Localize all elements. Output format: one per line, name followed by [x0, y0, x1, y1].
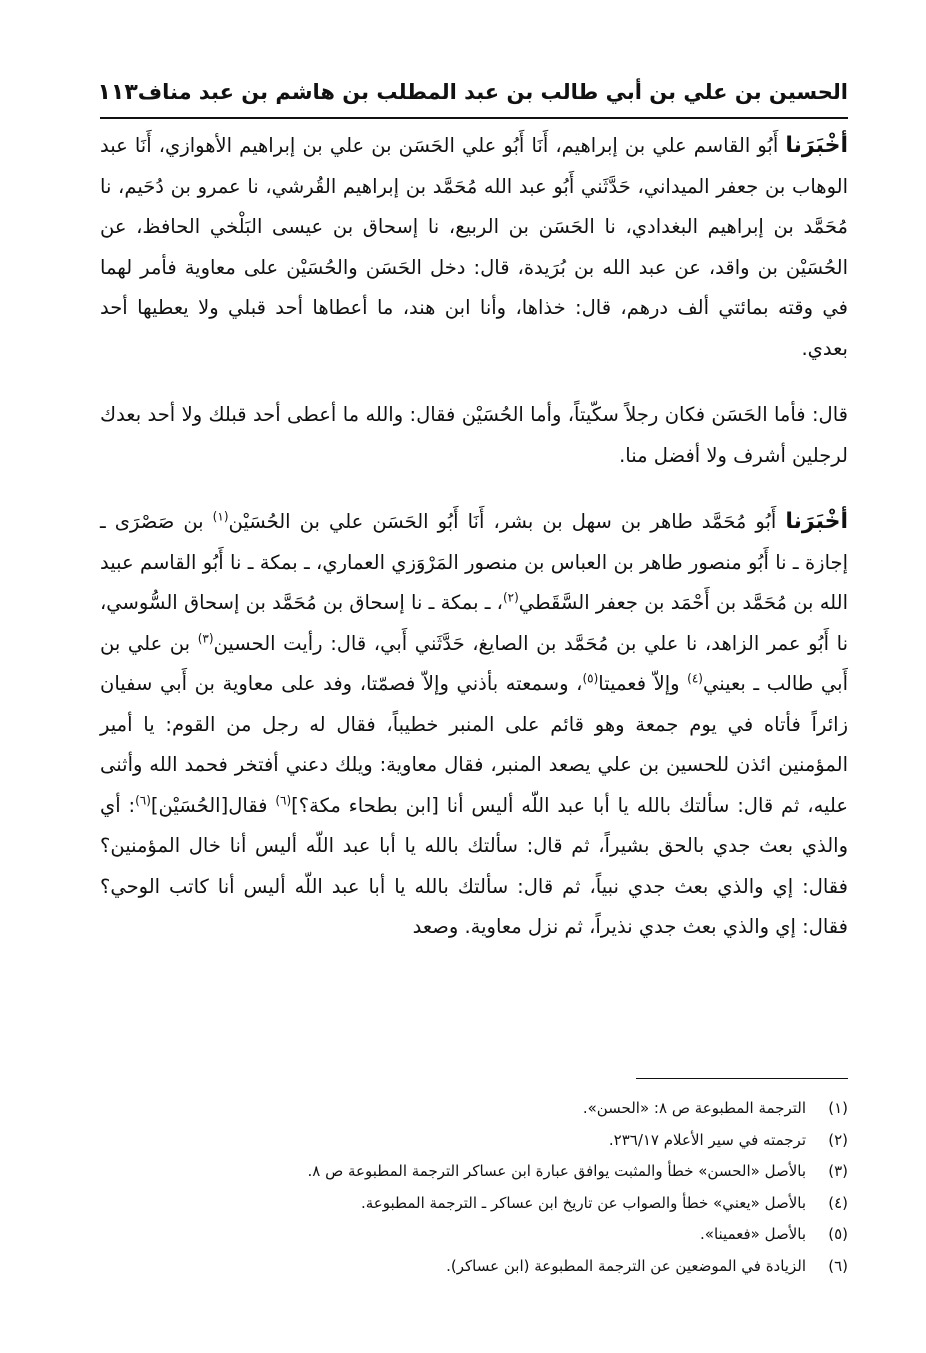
- footnote-ref[interactable]: (١): [212, 509, 229, 524]
- paragraph-gap: [100, 476, 848, 502]
- paragraph-lead: أخْبَرَنا: [785, 509, 848, 534]
- page-number: ١١٣: [97, 79, 138, 105]
- paragraph-text: فقال[الحُسَيْن]: [150, 793, 276, 817]
- paragraph-gap: [100, 369, 848, 395]
- paragraph-lead: أخْبَرَنا: [785, 133, 848, 158]
- footnote-item: [100, 1219, 848, 1251]
- main-text: [100, 126, 848, 948]
- paragraph-2: [100, 395, 848, 476]
- footnote-item: [100, 1125, 848, 1157]
- paragraph-text: ، ـ بمكة ـ نا إسحاق بن مُحَمَّد بن إسحاق السُّوسي، نا أَبُو عمر الزاهد، نا علي بن مُحَمَّد بن الصايغ، حَدَّثَني أَبي، قال: رأيت الحسين: [100, 591, 849, 655]
- footnote-number: (٢): [828, 1130, 848, 1149]
- footnote-item: [100, 1156, 848, 1188]
- footnote-ref[interactable]: (٣): [197, 631, 214, 645]
- footnote-text: بالأصل «يعني» خطأ والصواب عن تاريخ ابن عساكر ـ الترجمة المطبوعة.: [360, 1193, 806, 1212]
- paragraph-text: بن علي بن أَبي طالب ـ بعيني: [100, 631, 848, 695]
- footnote-text: ترجمته في سير الأعلام ٢٣٦/١٧.: [608, 1130, 806, 1149]
- footnote-rule: [636, 1078, 848, 1079]
- footnote-number: (١): [828, 1099, 848, 1117]
- footnote-item: [100, 1251, 848, 1283]
- footnote-number: (٣): [828, 1162, 848, 1180]
- footnote-ref[interactable]: (٦): [135, 793, 151, 807]
- footnote-text: بالأصل «الحسن» خطأ والمثبت يوافق عبارة ابن عساكر الترجمة المطبوعة ص ٨.: [307, 1162, 806, 1180]
- paragraph-text: أَبُو القاسم علي بن إبراهيم، أَنَا أَبُو علي الحَسَن بن علي بن إبراهيم الأهوازي، أَنَا عبد الوهاب بن جعفر الميداني، حَدَّثَني أَبُو عبد الله مُحَمَّد بن إبراهيم القُرشي، نا عمرو بن دُحَيم، نا مُحَمَّد بن إبراهيم البغدادي، نا الحَسَن بن الربيع، نا إسحاق بن عيسى البَلْخي الحافظ، عن الحُسَيْن بن واقد، عن عبد الله بن بُرَيدة، قال: دخل الحَسَن والحُسَيْن على معاوية فأمر لهما في وقته بمائتي ألف درهم، قال: خذاها، وأنا ابن هند، ما أعطاها أحد قبلي ولا يعطيها أحد بعدي.: [100, 134, 848, 360]
- header-rule: [100, 117, 848, 119]
- paragraph-text: : أي والذي بعث جدي بالحق بشيراً، ثم قال: سألتك بالله يا أبا عبد اللّه أليس أنا خال المؤمنين؟ فقال: إي والذي بعث جدي نبياً، ثم قال: سألتك بالله يا أبا عبد اللّه أليس أنا كاتب الوحي؟ فقال: إي والذي بعث جدي نذيراً، ثم نزل معاوية. وصعد: [100, 793, 848, 938]
- footnote-text: الترجمة المطبوعة ص ٨: «الحسن».: [582, 1099, 806, 1117]
- paragraph-text: بن صَصْرَى ـ إجازة ـ نا أَبُو منصور طاهر بن العباس بن منصور المَرْوَزي العماري، ـ بمكة ـ نا أَبُو القاسم عبيد الله بن مُحَمَّد بن أَحْمَد بن جعفر السَّقَطي: [100, 510, 848, 614]
- footnote-number: (٥): [828, 1225, 848, 1243]
- footnote-ref[interactable]: (٦): [275, 793, 292, 807]
- footnote-text: بالأصل «فعمينا».: [700, 1225, 806, 1243]
- footnote-ref[interactable]: (٢): [502, 590, 519, 605]
- paragraph-1: [100, 126, 848, 369]
- footnote-ref[interactable]: (٤): [687, 671, 703, 686]
- footnote-item: [100, 1093, 848, 1125]
- footnote-text: الزيادة في الموضعين عن الترجمة المطبوعة (ابن عساكر).: [446, 1256, 806, 1275]
- footnote-number: (٤): [828, 1193, 848, 1212]
- footnote-number: (٦): [828, 1256, 848, 1275]
- footnote-ref[interactable]: (٥): [582, 671, 599, 686]
- paragraph-text: قال: فأما الحَسَن فكان رجلاً سكّيتاً، وأما الحُسَيْن فقال: والله ما أعطى أحد قبلك ولا أحد بعدك لرجلين أشرف ولا أفضل منا.: [100, 403, 848, 467]
- running-title: الحسين بن علي بن أبي طالب بن عبد المطلب بن هاشم بن عبد مناف: [137, 80, 848, 104]
- footnotes: [100, 1093, 848, 1282]
- paragraph-text: وإلاّ فعميتا: [598, 672, 688, 695]
- paragraph-text: ، وسمعته بأذني وإلاّ فصمّتا، وفد على معاوية بن أَبي سفيان زائراً فأتاه في يوم جمعة وهو قائم على المنبر خطيباً، فقال له رجل من القوم: يا أمير المؤمنين ائذن للحسين بن علي يصعد المنبر، فقال معاوية: ويلك دعني أفتخر فحمد الله وأثنى عليه، ثم قال: سألتك بالله يا أبا عبد اللّه أليس أنا [ابن بطحاء مكة؟]: [100, 672, 849, 817]
- page-header: [97, 70, 848, 114]
- paragraph-3: [100, 502, 848, 948]
- footnote-item: [100, 1188, 848, 1220]
- paragraph-text: أَبُو مُحَمَّد طاهر بن سهل بن بشر، أَنَا أَبُو الحَسَن علي بن الحُسَيْن: [228, 510, 786, 533]
